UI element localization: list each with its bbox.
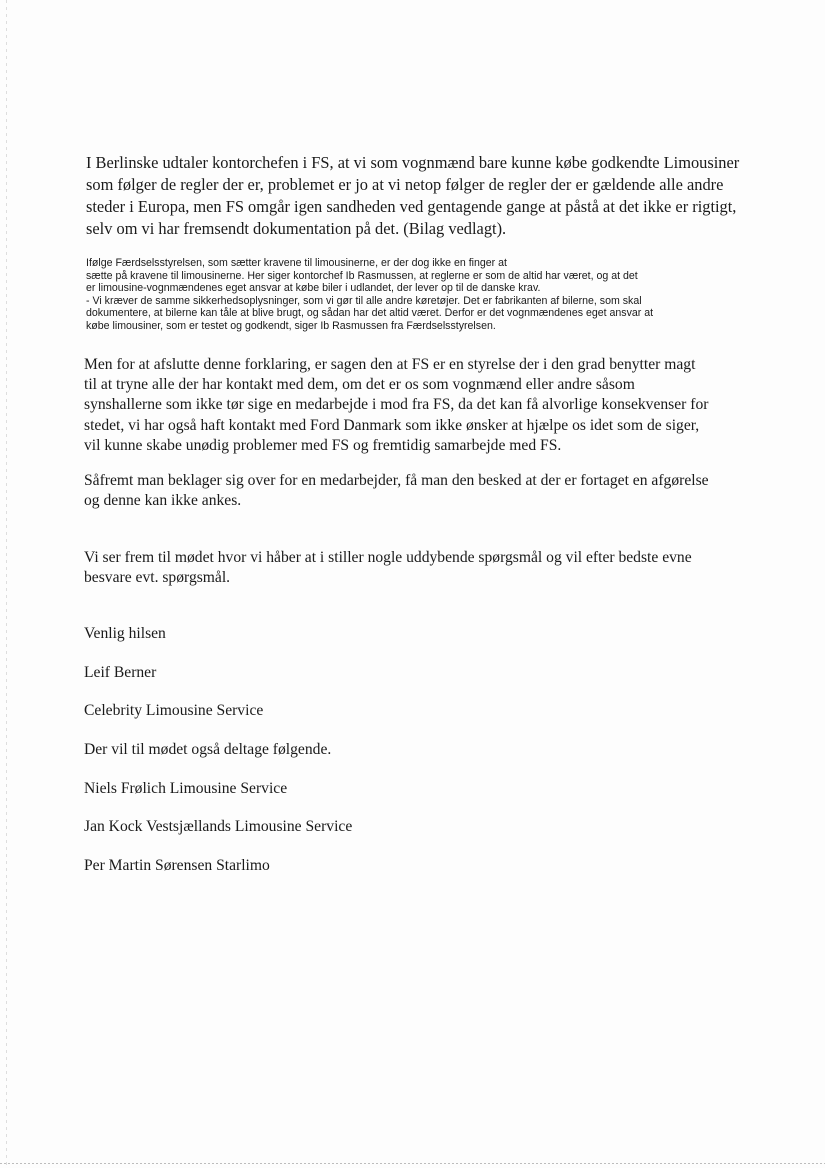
intro-line: selv om vi har fremsendt dokumentation på det. (Bilag vedlagt). xyxy=(86,219,507,238)
signer-company: Celebrity Limousine Service xyxy=(84,702,264,719)
attendees-intro: Der vil til mødet også deltage følgende. xyxy=(84,741,332,758)
signer-name: Leif Berner xyxy=(84,664,157,681)
intro-line: I Berlinske udtaler kontorchefen i FS, at vi som vognmænd bare kunne købe godkendte Limousiner xyxy=(86,153,740,172)
quote-line: sætte på kravene til limousinerne. Her siger kontorchef Ib Rasmussen, at reglerne er som de altid har været, og at det xyxy=(86,269,638,282)
conclusion-line: stedet, vi har også haft kontakt med Ford Danmark som ikke ønsker at hjælpe os idet som de siger, xyxy=(84,416,700,434)
complaint-line: Såfremt man beklager sig over for en medarbejder, få man den besked at der er fortaget en afgørelse xyxy=(84,472,709,489)
quote-line: - Vi kræver de samme sikkerhedsoplysninger, som vi gør til alle andre køretøjer. Det er fabrikanten af bilerne, som skal xyxy=(86,294,642,307)
conclusion-line: til at tryne alle der har kontakt med dem, om det er os som vognmænd eller andre såsom xyxy=(84,376,635,394)
newspaper-quote xyxy=(86,257,766,333)
intro-line: steder i Europa, men FS omgår igen sandheden ved gentagende gange at påstå at det ikke er rigtigt, xyxy=(86,197,737,216)
meeting-line: besvare evt. spørgsmål. xyxy=(84,569,231,587)
conclusion-line: synshallerne som ikke tør sige en medarbejde i mod fra FS, da det kan få alvorlige konsekvenser for xyxy=(84,396,709,414)
quote-line: købe limousiner, som er testet og godkendt, siger Ib Rasmussen fra Færdselsstyrelsen. xyxy=(86,319,496,332)
quote-line: dokumentere, at bilerne kan tåle at blive brugt, og sådan har det altid været. Derfor er det vognmændenes eget ansvar at xyxy=(86,307,654,320)
scan-edge-bottom xyxy=(0,1163,825,1164)
meeting-line: Vi ser frem til mødet hvor vi håber at i stiller nogle uddybende spørgsmål og vil efter bedste evne xyxy=(84,549,692,566)
intro-line: som følger de regler der er, problemet er jo at vi netop følger de regler der er gældende alle andre xyxy=(86,175,724,194)
attendee: Per Martin Sørensen Starlimo xyxy=(84,857,270,874)
attendee: Jan Kock Vestsjællands Limousine Service xyxy=(84,818,353,835)
scan-edge-left xyxy=(6,0,7,1168)
intro-paragraph xyxy=(86,152,766,240)
conclusion-paragraph xyxy=(84,355,774,456)
meeting-paragraph xyxy=(84,548,774,588)
conclusion-line: vil kunne skabe unødig problemer med FS og fremtidig samarbejde med FS. xyxy=(84,436,562,454)
quote-line: er limousine-vognmændenes eget ansvar at købe biler i udlandet, der lever op til de danske krav. xyxy=(86,282,541,295)
attendee: Niels Frølich Limousine Service xyxy=(84,780,288,797)
quote-line: Ifølge Færdselsstyrelsen, som sætter kravene til limousinerne, er der dog ikke en finger at xyxy=(86,257,507,269)
complaint-paragraph xyxy=(84,471,774,511)
conclusion-line: Men for at afslutte denne forklaring, er sagen den at FS er en styrelse der i den grad benytter magt xyxy=(84,356,696,373)
complaint-line: og denne kan ikke ankes. xyxy=(84,492,242,510)
closing-salutation: Venlig hilsen xyxy=(84,625,166,642)
